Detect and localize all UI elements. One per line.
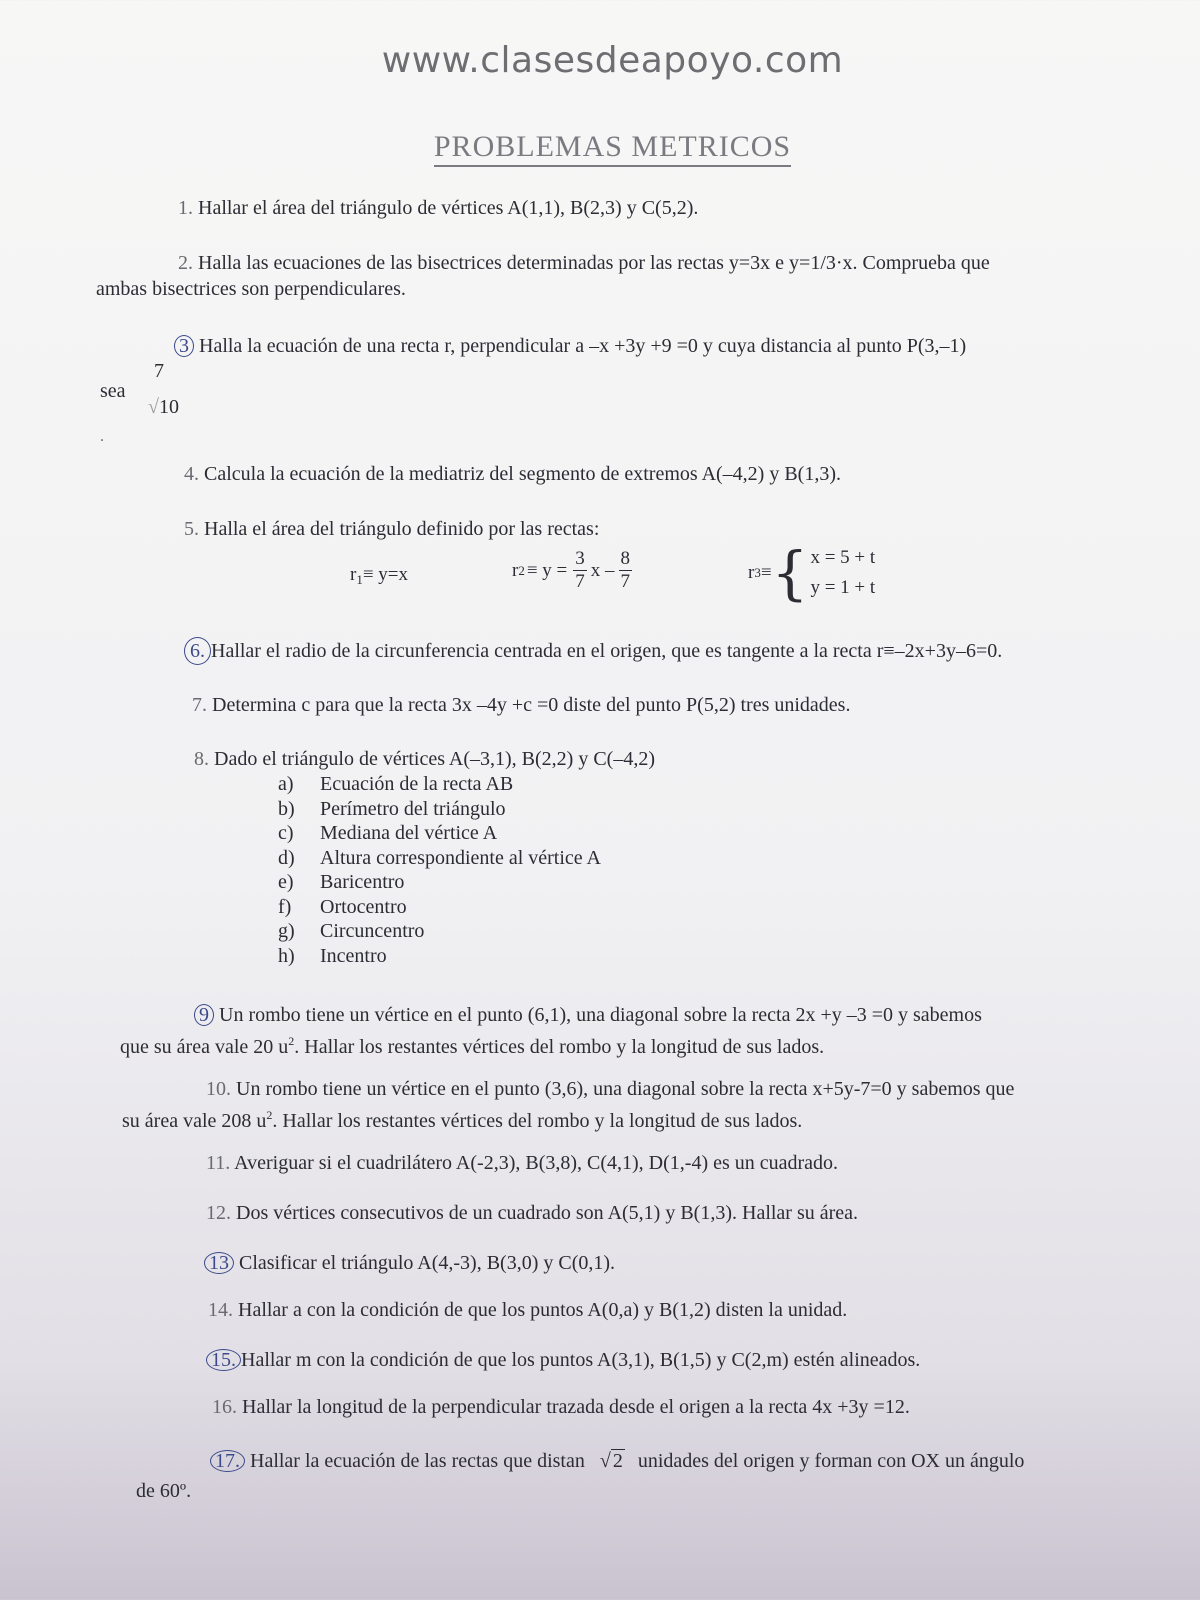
problem-number: 1.	[178, 197, 193, 219]
list-letter: h)	[278, 944, 295, 967]
problem-text: Dado el triángulo de vértices A(–3,1), B(2,2) y C(–4,2)	[214, 748, 656, 770]
problem-text: Un rombo tiene un vértice en el punto (3,6), una diagonal sobre la recta x+5y-7=0 y sabemos que	[236, 1078, 1015, 1100]
fraction-denominator: √10	[148, 396, 179, 418]
line-equation: ≡	[760, 562, 772, 583]
list-letter: g)	[278, 920, 295, 942]
problem-17	[210, 1448, 1024, 1474]
problem-text: . Hallar los restantes vértices del rombo y la longitud de sus lados.	[294, 1036, 825, 1058]
problem-text: Averiguar si el cuadrilátero A(-2,3), B(3,8), C(4,1), D(1,-4) es un cuadrado.	[234, 1152, 839, 1174]
problem-9-line2	[120, 1028, 824, 1060]
list-text: Perímetro del triángulo	[320, 797, 506, 820]
fraction-numerator: 8	[620, 548, 631, 569]
line-r2	[512, 548, 632, 593]
problem-10-line2	[122, 1102, 802, 1134]
problem-text: Dos vértices consecutivos de un cuadrado son A(5,1) y B(1,3). Hallar su área.	[236, 1202, 859, 1224]
list-item	[278, 944, 601, 969]
list-text: Mediana del vértice A	[320, 822, 498, 844]
parametric-line: y = 1 + t	[810, 577, 876, 598]
problem-10	[206, 1076, 1014, 1102]
list-text: Ecuación de la recta AB	[320, 773, 514, 795]
list-item	[278, 919, 601, 944]
problem-text: su área vale 208 u	[122, 1110, 267, 1132]
problem-14	[208, 1297, 847, 1323]
problem-3	[174, 333, 966, 359]
problem-1	[178, 195, 698, 221]
superscript: 2	[266, 1108, 273, 1122]
problem-text: Halla la ecuación de una recta r, perpendicular a –x +3y +9 =0 y cuya distancia al punto P(3,–1)	[199, 335, 967, 357]
list-item	[278, 846, 601, 871]
problem-4	[184, 461, 841, 487]
sqrt-icon: √	[599, 1450, 611, 1472]
line-subscript: 2	[518, 562, 525, 578]
sqrt-radicand: 2	[612, 1450, 623, 1472]
problem-text: Hallar la longitud de la perpendicular trazada desde el origen a la recta 4x +3y =12.	[242, 1396, 910, 1418]
problem-number: 5.	[184, 518, 199, 540]
list-letter: c)	[278, 822, 294, 844]
list-text: Incentro	[320, 944, 387, 967]
list-letter: e)	[278, 871, 294, 893]
problem-text: Hallar el radio de la circunferencia centrada en el origen, que es tangente a la recta r≡–2x+3y–6=0.	[211, 640, 1003, 662]
line-equation: ≡ y=x	[362, 564, 409, 585]
problem-number-circled: 13	[204, 1252, 234, 1274]
problem-text: Calcula la ecuación de la mediatriz del segmento de extremos A(–4,2) y B(1,3).	[204, 463, 842, 485]
fraction-numerator: 3	[575, 548, 585, 569]
problem-number-circled: 9	[194, 1004, 214, 1026]
problem-text: Clasificar el triángulo A(4,-3), B(3,0) y C(0,1).	[239, 1252, 616, 1274]
problem-text: Determina c para que la recta 3x –4y +c =0 diste del punto P(5,2) tres unidades.	[212, 694, 851, 716]
problem-15	[206, 1347, 920, 1373]
problem-11	[206, 1150, 838, 1176]
problem-3-sea: sea	[100, 380, 126, 402]
site-url: www.clasesdeapoyo.com	[381, 40, 844, 81]
problem-text: . Hallar los restantes vértices del rombo y la longitud de sus lados.	[272, 1110, 803, 1132]
problem-number: 4.	[184, 463, 199, 485]
subitem-list	[278, 772, 601, 968]
problem-number: 16.	[212, 1396, 237, 1418]
list-letter: a)	[278, 773, 294, 795]
problem-7	[192, 692, 850, 718]
list-text: Baricentro	[320, 871, 405, 893]
fraction-denominator-value: 10	[158, 396, 179, 418]
problem-13	[204, 1250, 615, 1276]
line-r1	[350, 564, 408, 588]
problem-text: Un rombo tiene un vértice en el punto (6,1), una diagonal sobre la recta 2x +y –3 =0 y sabemos	[219, 1004, 982, 1026]
page-title	[0, 130, 1200, 164]
problem-number: 12.	[206, 1202, 231, 1224]
problem-6	[184, 637, 1002, 665]
problem-number: 14.	[208, 1299, 233, 1321]
list-item	[278, 870, 601, 895]
list-item	[278, 821, 601, 846]
problem-8	[194, 746, 655, 772]
line-label: r	[350, 564, 357, 585]
problem-17-line2: de 60º.	[136, 1480, 192, 1502]
problem-9	[194, 1002, 982, 1028]
problem-text: Hallar a con la condición de que los puntos A(0,a) y B(1,2) disten la unidad.	[238, 1299, 848, 1321]
line-label: r	[748, 562, 755, 583]
problem-number: 10.	[206, 1078, 231, 1100]
line-r3	[748, 539, 876, 607]
list-item	[278, 797, 601, 822]
problem-text: Halla el área del triángulo definido por las rectas:	[204, 518, 600, 540]
brace-icon: {	[771, 539, 809, 607]
line-label: r	[512, 559, 519, 581]
problem-number: 2.	[178, 252, 193, 274]
fraction-denominator: 7	[620, 571, 631, 592]
problem-2-line2: ambas bisectrices son perpendiculares.	[96, 278, 406, 300]
fraction	[619, 548, 633, 593]
line-subscript: 3	[754, 565, 761, 580]
list-text: Altura correspondiente al vértice A	[320, 846, 601, 869]
list-item	[278, 772, 601, 797]
problem-text: Hallar m con la condición de que los puntos A(3,1), B(1,5) y C(2,m) estén alineados.	[241, 1349, 921, 1371]
problem-text: Halla las ecuaciones de las bisectrices determinadas por las rectas y=3x e y=1/3·x. Comprueba que	[198, 252, 990, 274]
fraction-denominator: 7	[575, 571, 585, 592]
fraction	[573, 548, 587, 593]
problem-text: unidades del origen y forman con OX un ángulo	[637, 1450, 1025, 1472]
superscript: 2	[288, 1034, 295, 1048]
list-letter: b)	[278, 797, 295, 820]
line-equation-prefix: ≡ y =	[526, 559, 568, 581]
problem-16	[212, 1394, 910, 1420]
line-equation-middle: x –	[590, 559, 615, 581]
problem-number: 8.	[194, 748, 209, 770]
problem-number: 7.	[192, 694, 207, 716]
list-text: Ortocentro	[320, 895, 407, 918]
fraction-numerator: 7	[154, 360, 164, 382]
problem-number-circled: 17.	[210, 1450, 245, 1472]
problem-5	[184, 516, 599, 542]
problem-text: Hallar el área del triángulo de vértices A(1,1), B(2,3) y C(5,2).	[198, 197, 699, 219]
problem-text: Hallar la ecuación de las rectas que distan	[250, 1450, 585, 1472]
stray-dot: .	[100, 428, 104, 445]
parametric-line: x = 5 + t	[810, 547, 876, 568]
line-subscript: 1	[356, 572, 363, 587]
problem-number-circled: 3	[174, 335, 194, 357]
problem-number-circled: 6.	[184, 637, 211, 665]
problem-number-circled: 15.	[206, 1349, 241, 1371]
list-item	[278, 895, 601, 920]
square-root	[598, 1448, 625, 1474]
page-title-text: PROBLEMAS METRICOS	[434, 130, 791, 167]
problem-2	[178, 250, 990, 276]
problem-text: que su área vale 20 u	[120, 1036, 289, 1058]
parametric-system	[810, 543, 875, 603]
list-letter: d)	[278, 846, 295, 869]
list-text: Circuncentro	[320, 920, 425, 942]
problem-12	[206, 1200, 858, 1226]
problem-number: 11.	[206, 1152, 231, 1174]
list-letter: f)	[278, 895, 292, 918]
